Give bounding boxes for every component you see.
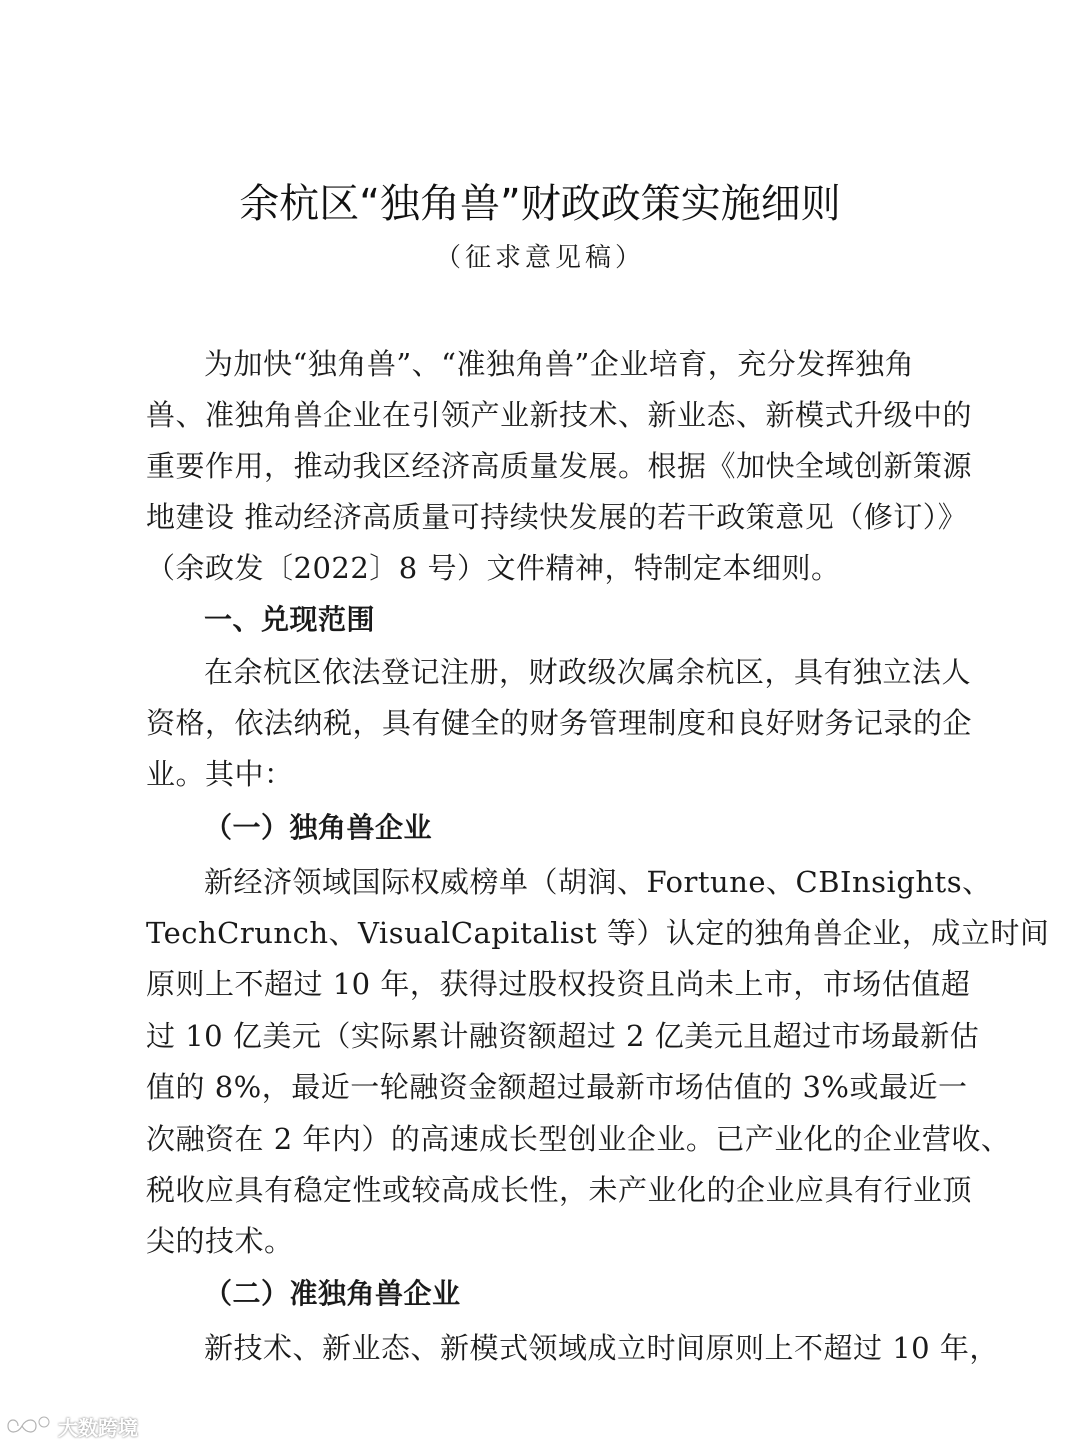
watermark: [6, 1410, 138, 1442]
subsection-heading: （一）独角兽企业: [204, 811, 433, 844]
body-line: 原则上不超过 10 年，获得过股权投资且尚未上市，市场估值超: [146, 967, 971, 1001]
body-line: 在余杭区依法登记注册，财政级次属余杭区，具有独立法人: [204, 655, 972, 689]
subsection-heading: （二）准独角兽企业: [204, 1277, 461, 1310]
body-line: 资格，依法纳税，具有健全的财务管理制度和良好财务记录的企: [146, 706, 973, 740]
body-line: TechCrunch、VisualCapitalist 等）认定的独角兽企业，成立时间: [146, 916, 1050, 950]
body-line: 次融资在 2 年内）的高速成长型创业企业。已产业化的企业营收、: [146, 1122, 1011, 1156]
body-line: 业。其中：: [146, 757, 294, 791]
body-line: 兽、准独角兽企业在引领产业新技术、新业态、新模式升级中的: [146, 398, 973, 432]
section-heading: 一、兑现范围: [204, 603, 376, 636]
document-subtitle: （征求意见稿）: [434, 243, 645, 273]
body-line: 重要作用，推动我区经济高质量发展。根据《加快全域创新策源: [146, 449, 973, 483]
watermark-text: 大数跨境: [58, 1415, 138, 1440]
body-line: 新技术、新业态、新模式领域成立时间原则上不超过 10 年，: [204, 1331, 999, 1365]
body-line: （余政发〔2022〕8 号）文件精神，特制定本细则。: [146, 551, 841, 585]
body-line: 值的 8%，最近一轮融资金额超过最新市场估值的 3%或最近一: [146, 1070, 968, 1104]
body-line: 尖的技术。: [146, 1224, 294, 1258]
document-title: 余杭区“独角兽”财政政策实施细则: [239, 181, 841, 227]
body-line: 地建设 推动经济高质量可持续快发展的若干政策意见（修订）》: [146, 500, 968, 534]
body-line: 过 10 亿美元（实际累计融资额超过 2 亿美元且超过市场最新估: [146, 1019, 980, 1053]
body-line: 为加快“独角兽”、“准独角兽”企业培育，充分发挥独角: [204, 347, 915, 381]
infinity-logo-icon: [6, 1413, 52, 1439]
body-line: 新经济领域国际权威榜单（胡润、Fortune、CBInsights、: [204, 865, 992, 899]
body-line: 税收应具有稳定性或较高成长性，未产业化的企业应具有行业顶: [146, 1173, 973, 1207]
